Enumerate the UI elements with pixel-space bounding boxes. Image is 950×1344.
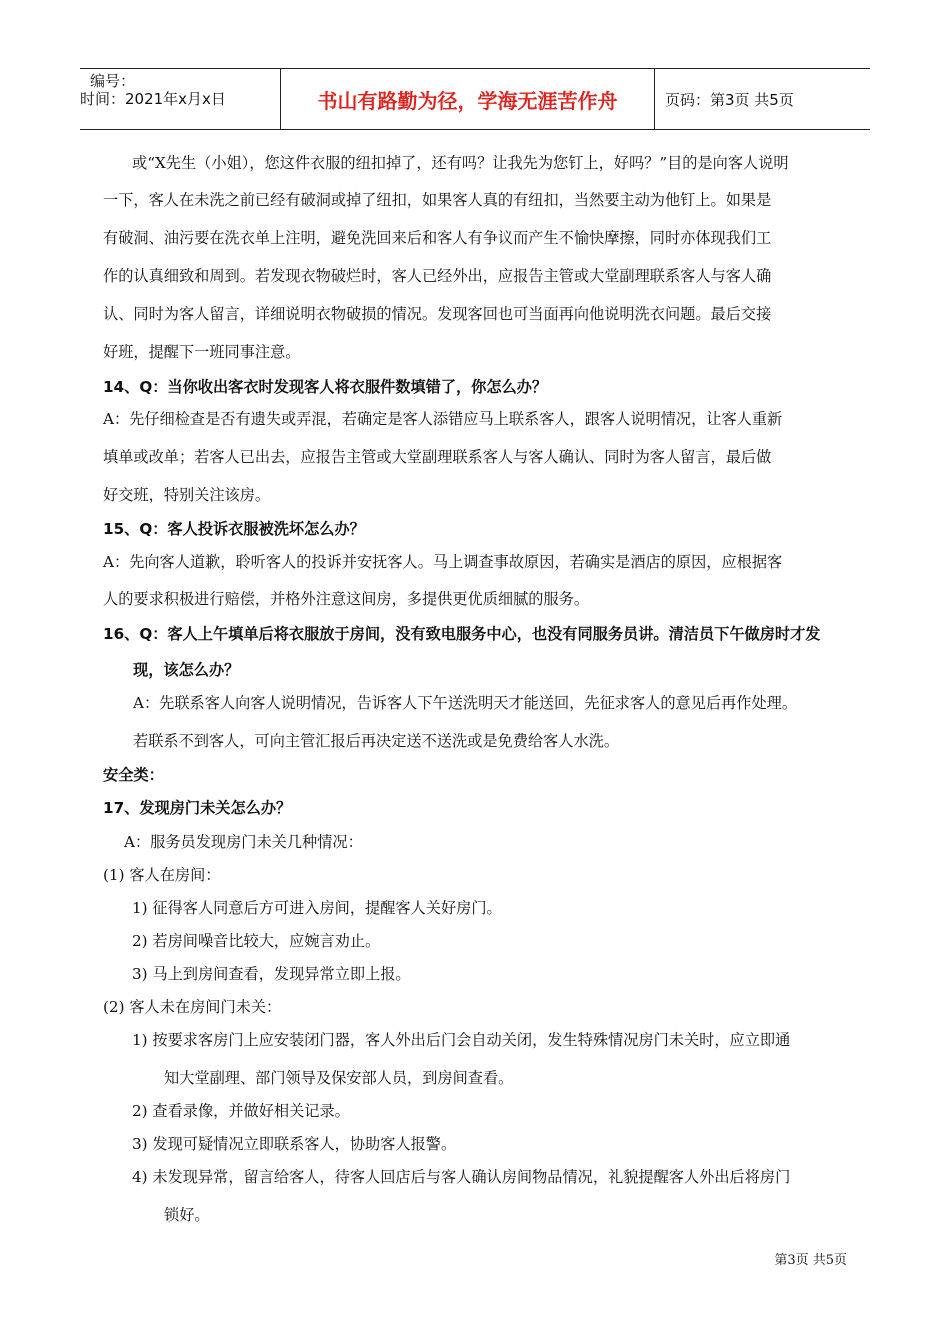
document-number-label: 编号： (90, 72, 136, 90)
paragraph-line: 一下，客人在未洗之前已经有破洞或掉了纽扣，如果客人真的有纽扣，当然要主动为他钉上。如果是 (103, 191, 772, 209)
paragraph-line: 认、同时为客人留言，详细说明衣物破损的情况。发现客回也可当面再向他说明洗衣问题。最后交接 (103, 305, 772, 323)
question-heading: 14、Q：当你收出客衣时发现客人将衣服件数填错了，你怎么办？ (103, 378, 548, 396)
answer-line: 人的要求积极进行赔偿，并格外注意这间房，多提供更优质细腻的服务。 (103, 590, 589, 608)
question-heading: 17、发现房门未关怎么办？ (103, 799, 292, 817)
question-heading: 16、Q：客人上午填单后将衣服放于房间，没有致电服务中心，也没有同服务员讲。清洁员下午做房时才发 (103, 625, 821, 643)
paragraph-line: 或“X先生（小姐），您这件衣服的纽扣掉了，还有吗？让我先为您钉上，好吗？”目的是向客人说明 (132, 154, 789, 172)
header-page-number: 页码：第3页 共5页 (665, 90, 794, 109)
header-meta (80, 69, 281, 129)
document-date-label: 时间：2021年x月x日 (80, 90, 226, 108)
list-item: 1) 按要求客房门上应安装闭门器，客人外出后门会自动关闭，发生特殊情况房门未关时，应立即通 (132, 1031, 791, 1049)
case-heading: (2) 客人未在房间门未关： (103, 998, 282, 1016)
list-item: 1) 征得客人同意后方可进入房间，提醒客人关好房门。 (132, 899, 502, 917)
answer-line: 若联系不到客人，可向主管汇报后再决定送不送洗或是免费给客人水洗。 (133, 732, 619, 750)
page-header (80, 68, 870, 130)
case-heading: (1) 客人在房间： (103, 866, 221, 884)
answer-line: A：服务员发现房门未关几种情况： (124, 833, 363, 851)
list-item-continued: 锁好。 (164, 1206, 210, 1224)
page-footer: 第3页 共5页 (774, 1253, 847, 1268)
question-heading: 15、Q：客人投诉衣服被洗坏怎么办？ (103, 520, 365, 538)
paragraph-line: 作的认真细致和周到。若发现衣物破烂时，客人已经外出，应报告主管或大堂副理联系客人与客人确 (103, 267, 772, 285)
header-motto: 书山有路勤为径，学海无涯苦作舟 (281, 69, 655, 129)
paragraph-line: 有破洞、油污要在洗衣单上注明，避免洗回来后和客人有争议而产生不愉快摩擦，同时亦体现我们工 (103, 229, 772, 247)
answer-line: A：先向客人道歉，聆听客人的投诉并安抚客人。马上调查事故原因，若确实是酒店的原因，应根据客 (103, 553, 783, 571)
answer-line: A：先仔细检查是否有遗失或弄混，若确定是客人添错应马上联系客人，跟客人说明情况，让客人重新 (103, 410, 783, 428)
paragraph-line: 好班，提醒下一班同事注意。 (103, 343, 301, 361)
list-item: 2) 查看录像，并做好相关记录。 (132, 1102, 350, 1120)
list-item: 3) 发现可疑情况立即联系客人，协助客人报警。 (132, 1135, 457, 1153)
answer-line: A：先联系客人向客人说明情况，告诉客人下午送洗明天才能送回，先征求客人的意见后再作处理。 (133, 694, 798, 712)
list-item: 3) 马上到房间查看，发现异常立即上报。 (132, 965, 411, 983)
question-heading-continued: 现，该怎么办？ (133, 661, 240, 679)
list-item: 2) 若房间噪音比较大，应婉言劝止。 (132, 932, 381, 950)
list-item-continued: 知大堂副理、部门领导及保安部人员，到房间查看。 (164, 1069, 514, 1087)
answer-line: 填单或改单；若客人已出去，应报告主管或大堂副理联系客人与客人确认、同时为客人留言，最后做 (103, 448, 772, 466)
list-item: 4) 未发现异常，留言给客人，待客人回店后与客人确认房间物品情况，礼貌提醒客人外出后将房门 (132, 1168, 791, 1186)
answer-line: 好交班，特别关注该房。 (103, 486, 271, 504)
section-heading: 安全类： (103, 766, 164, 784)
